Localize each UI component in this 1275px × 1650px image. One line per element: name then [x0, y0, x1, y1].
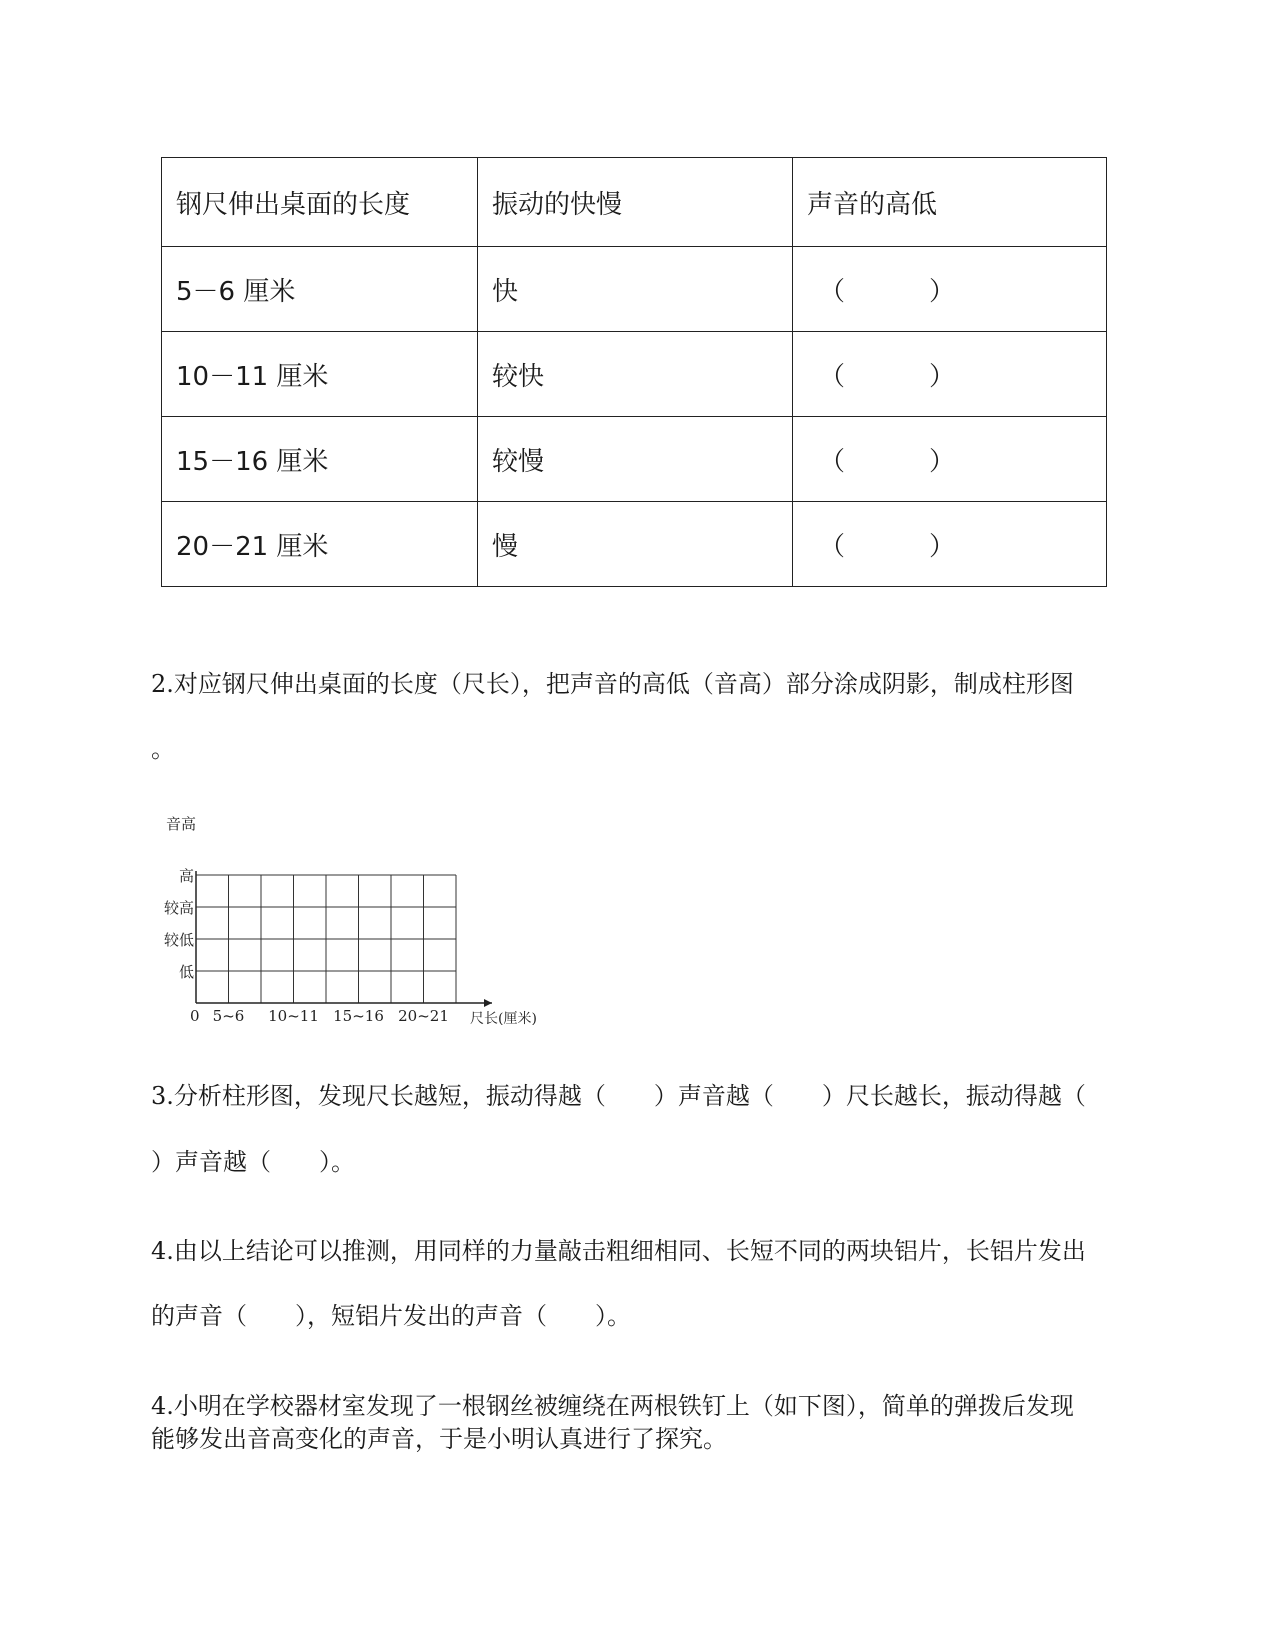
- q2-line1: 2.对应钢尺伸出桌面的长度（尺长），把声音的高低（音高）部分涂成阴影，制成柱形图: [151, 670, 1074, 698]
- open-paren: （: [819, 276, 846, 307]
- cell-length: 5－6 厘米: [162, 247, 478, 332]
- chart-labels: [164, 815, 537, 1025]
- header-speed: 振动的快慢: [478, 158, 793, 247]
- y-level-label: 低: [178, 963, 194, 981]
- cell-length: 10－11 厘米: [162, 332, 478, 417]
- cell-speed: 较快: [478, 332, 793, 417]
- pitch-bar-chart: [140, 815, 580, 1025]
- table-row: [162, 502, 1107, 587]
- q4b-line2: 能够发出音高变化的声音，于是小明认真进行了探究。: [151, 1425, 727, 1453]
- x-axis-title: 尺长(厘米): [470, 1011, 537, 1025]
- close-paren: ）: [929, 531, 956, 562]
- close-paren: ）: [929, 446, 956, 477]
- q4a-line1: 4.由以上结论可以推测，用同样的力量敲击粗细相同、长短不同的两块铝片，长铝片发出: [151, 1237, 1086, 1265]
- x-axis-arrow: [484, 999, 492, 1007]
- header-length: 钢尺伸出桌面的长度: [162, 158, 478, 247]
- data-table: [161, 157, 1107, 587]
- table-row: [162, 332, 1107, 417]
- y-axis-title: 音高: [166, 815, 197, 833]
- cell-length: 20－21 厘米: [162, 502, 478, 587]
- cell-pitch-blank[interactable]: [793, 502, 1107, 587]
- origin-label: 0: [190, 1007, 200, 1025]
- cell-speed: 快: [478, 247, 793, 332]
- cell-pitch-blank[interactable]: [793, 417, 1107, 502]
- table-row: [162, 247, 1107, 332]
- cell-speed: 慢: [478, 502, 793, 587]
- open-paren: （: [819, 361, 846, 392]
- x-tick-label: 5~6: [212, 1007, 245, 1025]
- q4a-line2: 的声音（ ），短铝片发出的声音（ ）。: [151, 1302, 631, 1330]
- q4b-line1: 4.小明在学校器材室发现了一根钢丝被缠绕在两根铁钉上（如下图），简单的弹拨后发现: [151, 1392, 1074, 1420]
- table-row: [162, 417, 1107, 502]
- x-tick-label: 20~21: [398, 1007, 449, 1025]
- cell-length: 15－16 厘米: [162, 417, 478, 502]
- cell-pitch-blank[interactable]: [793, 332, 1107, 417]
- q3-line1: 3.分析柱形图，发现尺长越短，振动得越（ ）声音越（ ）尺长越长，振动得越（: [151, 1082, 1086, 1110]
- y-level-label: 高: [178, 867, 194, 885]
- y-level-label: 较高: [163, 899, 194, 917]
- cell-pitch-blank[interactable]: [793, 247, 1107, 332]
- cell-speed: 较慢: [478, 417, 793, 502]
- header-pitch: 声音的高低: [793, 158, 1107, 247]
- close-paren: ）: [929, 276, 956, 307]
- close-paren: ）: [929, 361, 956, 392]
- table-header-row: [162, 158, 1107, 247]
- q3-line2: ）声音越（ ）。: [151, 1148, 355, 1176]
- y-level-label: 较低: [163, 931, 194, 949]
- x-tick-label: 10~11: [268, 1007, 319, 1025]
- open-paren: （: [819, 446, 846, 477]
- q2-line2: 。: [151, 735, 175, 763]
- chart-grid: [196, 875, 456, 1003]
- x-tick-label: 15~16: [333, 1007, 384, 1025]
- open-paren: （: [819, 531, 846, 562]
